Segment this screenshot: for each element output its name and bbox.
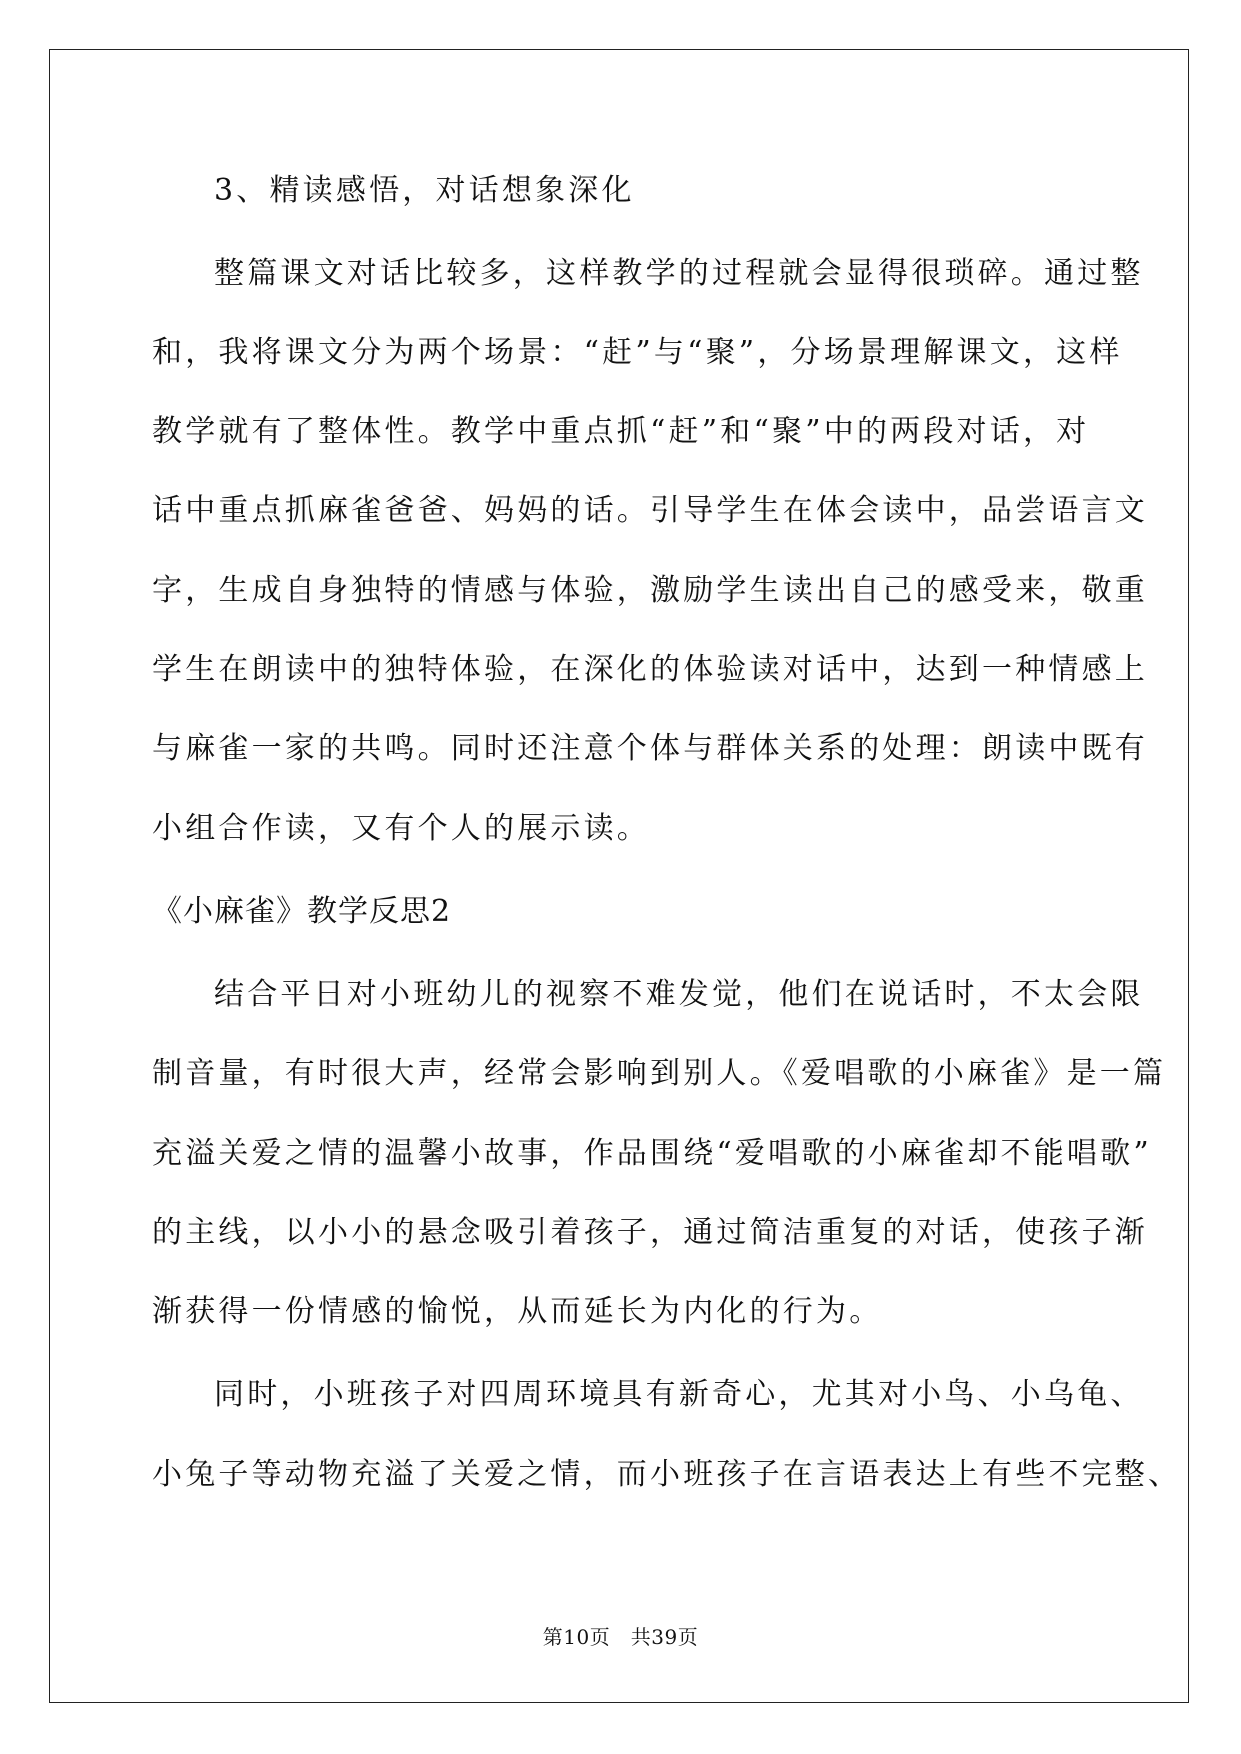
paragraph-line: 学生在朗读中的独特体验，在深化的体验读对话中，达到一种情感上 — [152, 652, 1148, 687]
paragraph-line: 的主线，以小小的悬念吸引着孩子，通过简洁重复的对话，使孩子渐 — [152, 1215, 1148, 1250]
paragraph-line: 话中重点抓麻雀爸爸、妈妈的话。引导学生在体会读中，品尝语言文 — [152, 493, 1148, 528]
page-number: 第10页 共39页 — [542, 1625, 699, 1649]
paragraph-line: 整篇课文对话比较多，这样教学的过程就会显得很琐碎。通过整 — [214, 256, 1144, 291]
paragraph-line: 和，我将课文分为两个场景：“赶”与“聚”，分场景理解课文，这样 — [152, 335, 1123, 370]
paragraph-line: 小组合作读，又有个人的展示读。 — [152, 811, 650, 846]
paragraph-line: 与麻雀一家的共鸣。同时还注意个体与群体关系的处理：朗读中既有 — [152, 731, 1148, 766]
paragraph-line: 充溢关爱之情的温馨小故事，作品围绕“爱唱歌的小麻雀却不能唱歌” — [152, 1136, 1152, 1171]
section-heading: 3、精读感悟，对话想象深化 — [214, 173, 635, 208]
paragraph-line: 教学就有了整体性。教学中重点抓“赶”和“聚”中的两段对话，对 — [152, 414, 1090, 449]
paragraph-line: 小兔子等动物充溢了关爱之情，而小班孩子在言语表达上有些不完整、 — [152, 1457, 1182, 1492]
paragraph-line: 制音量，有时很大声，经常会影响到别人。《爱唱歌的小麻雀》是一篇 — [152, 1056, 1167, 1091]
article-heading: 《小麻雀》教学反思2 — [152, 894, 452, 929]
paragraph-line: 字，生成自身独特的情感与体验，激励学生读出自己的感受来，敬重 — [152, 573, 1148, 608]
paragraph-line: 同时，小班孩子对四周环境具有新奇心，尤其对小鸟、小乌龟、 — [214, 1377, 1144, 1412]
paragraph-line: 渐获得一份情感的愉悦，从而延长为内化的行为。 — [152, 1294, 883, 1329]
paragraph-line: 结合平日对小班幼儿的视察不难发觉，他们在说话时，不太会限 — [214, 977, 1144, 1012]
